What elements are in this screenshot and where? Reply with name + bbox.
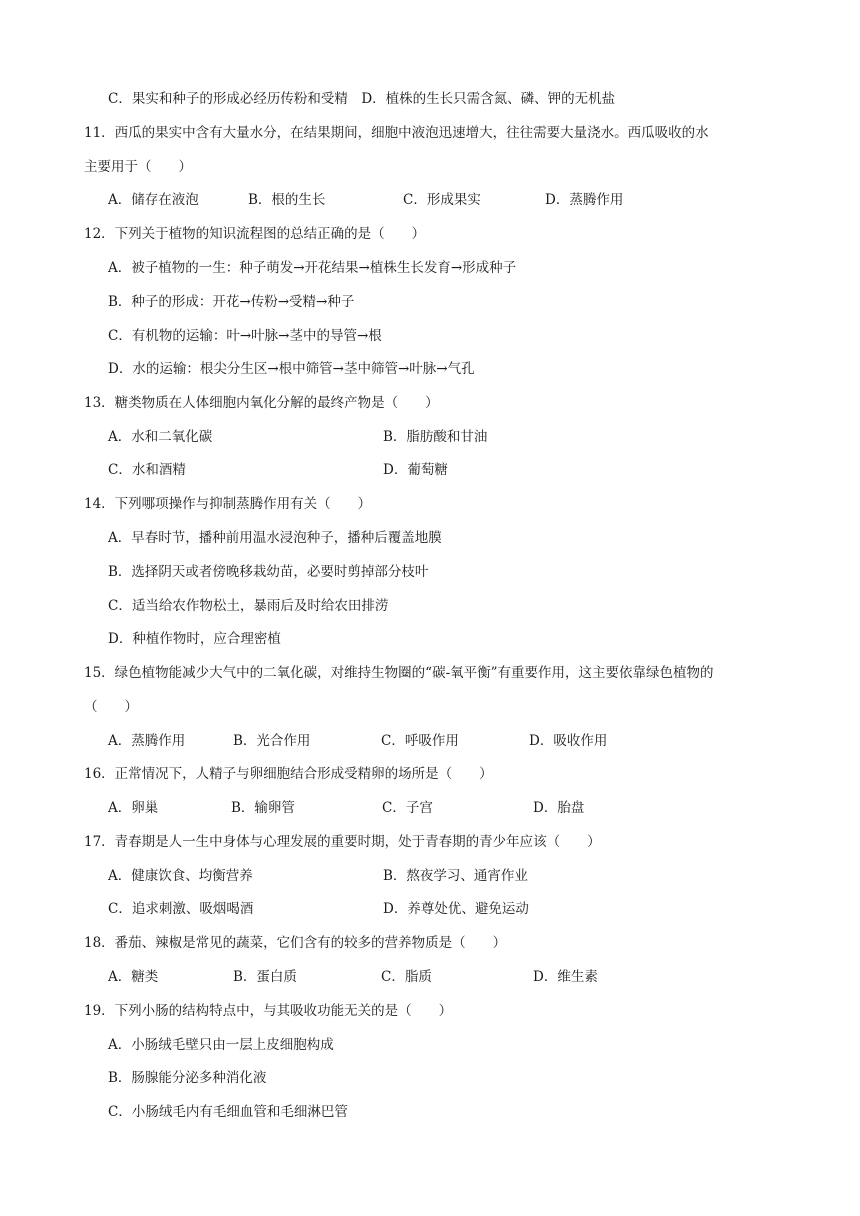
q17-option-c: C．追求刺激、吸烟喝酒: [108, 901, 254, 917]
q18-option-b: B．蛋白质: [233, 969, 297, 985]
q17-stem: 17．青春期是人一生中身体与心理发展的重要时期，处于青春期的青少年应该（ ）: [84, 834, 601, 850]
q13-option-d: D．葡萄糖: [383, 462, 448, 478]
q14-option-d: D．种植作物时，应合理密植: [108, 631, 281, 647]
q11-option-d: D．蒸腾作用: [545, 192, 624, 208]
q16-option-b: B．输卵管: [231, 800, 295, 816]
q15-option-b: B．光合作用: [233, 733, 311, 749]
q12-option-c: C．有机物的运输：叶→叶脉→茎中的导管→根: [108, 328, 382, 344]
q19-stem: 19．下列小肠的结构特点中，与其吸收功能无关的是（ ）: [84, 1003, 453, 1019]
q11-option-b: B．根的生长: [248, 192, 326, 208]
q17-option-a: A．健康饮食、均衡营养: [108, 868, 253, 884]
q11-stem: 11．西瓜的果实中含有大量水分，在结果期间，细胞中液泡迅速增大，往往需要大量浇水。西瓜吸收的水: [84, 125, 709, 141]
q12-option-a: A．被子植物的一生：种子萌发→开花结果→植株生长发育→形成种子: [108, 260, 517, 276]
q18-stem: 18．番茄、辣椒是常见的蔬菜，它们含有的较多的营养物质是（ ）: [84, 935, 507, 951]
q14-option-a: A．早春时节，播种前用温水浸泡种子，播种后覆盖地膜: [108, 530, 442, 546]
q19-option-c: C．小肠绒毛内有毛细血管和毛细淋巴管: [108, 1104, 348, 1120]
q10-options-cd: C．果实和种子的形成必经历传粉和受精 D．植株的生长只需含氮、磷、钾的无机盐: [108, 91, 616, 107]
q14-option-c: C．适当给农作物松土，暴雨后及时给农田排涝: [108, 598, 389, 614]
q12-option-b: B．种子的形成：开花→传粉→受精→种子: [108, 294, 355, 310]
q12-stem: 12．下列关于植物的知识流程图的总结正确的是（ ）: [84, 226, 426, 242]
q16-stem: 16．正常情况下，人精子与卵细胞结合形成受精卵的场所是（ ）: [84, 766, 493, 782]
q13-option-c: C．水和酒精: [108, 462, 186, 478]
q11-option-c: C．形成果实: [403, 192, 481, 208]
q15-stem: 15．绿色植物能减少大气中的二氧化碳，对维持生物圈的“碳-氧平衡”有重要作用，这主要依靠绿色植物的: [84, 665, 714, 681]
q12-option-d: D．水的运输：根尖分生区→根中筛管→茎中筛管→叶脉→气孔: [108, 361, 475, 377]
q18-option-a: A．糖类: [108, 969, 159, 985]
q13-stem: 13．糖类物质在人体细胞内氧化分解的最终产物是（ ）: [84, 395, 439, 411]
q18-option-d: D．维生素: [533, 969, 598, 985]
q17-option-b: B．熬夜学习、通宵作业: [383, 868, 528, 884]
q15-stem-cont: （ ）: [84, 699, 138, 715]
q15-option-a: A．蒸腾作用: [108, 733, 186, 749]
q13-option-a: A．水和二氧化碳: [108, 429, 213, 445]
q14-stem: 14．下列哪项操作与抑制蒸腾作用有关（ ）: [84, 496, 372, 512]
q19-option-a: A．小肠绒毛壁只由一层上皮细胞构成: [108, 1037, 334, 1053]
q16-option-c: C．子宫: [382, 800, 433, 816]
q15-option-c: C．呼吸作用: [381, 733, 459, 749]
q14-option-b: B．选择阴天或者傍晚移栽幼苗，必要时剪掉部分枝叶: [108, 564, 429, 580]
q11-stem-cont: 主要用于（ ）: [84, 159, 192, 175]
q17-option-d: D．养尊处优、避免运动: [383, 901, 529, 917]
q13-option-b: B．脂肪酸和甘油: [383, 429, 488, 445]
q18-option-c: C．脂质: [381, 969, 432, 985]
q16-option-a: A．卵巢: [108, 800, 159, 816]
q11-option-a: A．储存在液泡: [108, 192, 199, 208]
q16-option-d: D．胎盘: [533, 800, 585, 816]
q15-option-d: D．吸收作用: [529, 733, 608, 749]
q19-option-b: B．肠腺能分泌多种消化液: [108, 1070, 267, 1086]
